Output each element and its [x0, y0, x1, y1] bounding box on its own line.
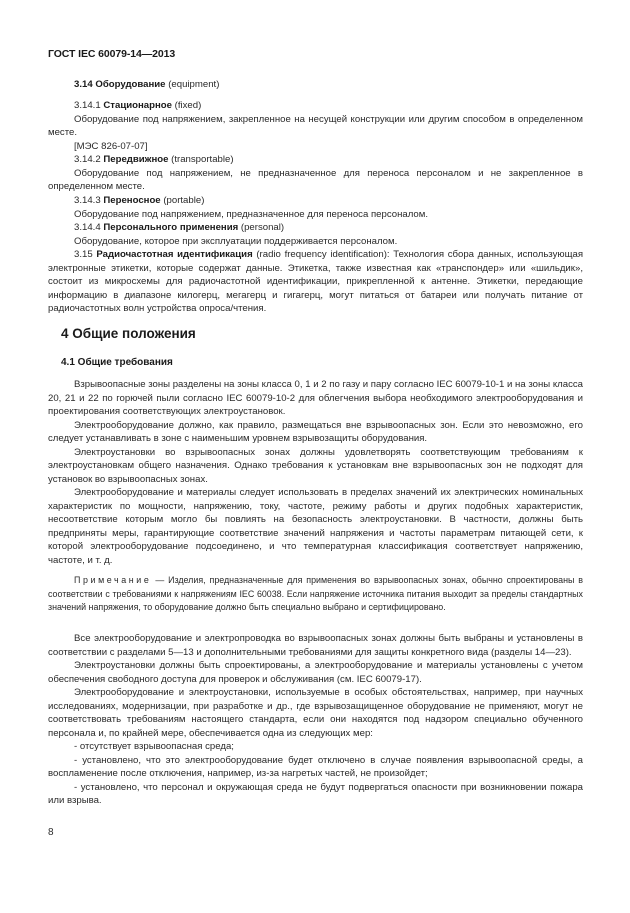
definition-text: Оборудование под напряжением, не предназначенное для переноса персоналом и не закрепленное в определенном месте.	[48, 167, 583, 192]
term-number: 3.14.3	[74, 195, 101, 206]
note-text: — Изделия, предназначенные для применения во взрывоопасных зонах, обычно спроектированы в соответствии с требованиями к напряжениям IEC 60038. Если напряжение источника питания выходит за пределы стандартных значений напряжения, то оборудование должно быть специально выбрано и сертифицировано.	[48, 575, 583, 612]
definition-3-14-4	[48, 221, 583, 248]
term-english: (radio frequency identification):	[256, 249, 390, 260]
definition-3-14-2	[48, 153, 583, 194]
paragraph: Все электрооборудование и электропроводка во взрывоопасных зонах должны быть выбраны и установлены в соответствии с разделами 5—13 и дополнительными требованиями для защиты конкретного вида (разделы 14—23).	[48, 633, 583, 658]
term-name: Оборудование	[95, 79, 166, 90]
paragraph: Электрооборудование должно, как правило, размещаться вне взрывоопасных зон. Если это невозможно, его следует устанавливать в зоне с наименьшим уровнем взрывозащиты оборудования.	[48, 419, 583, 444]
paragraph: Электроустановки во взрывоопасных зонах должны удовлетворять соответствующим требованиям к электроустановкам общего назначения. Однако требования к установкам вне взрывоопасных зон не подходят для установок во взрывоопасных зонах.	[48, 446, 583, 485]
term-english: (portable)	[163, 195, 205, 206]
definition-3-14-1	[48, 99, 583, 153]
term-english: (fixed)	[174, 100, 202, 111]
list-item: - отсутствует взрывоопасная среда;	[74, 741, 234, 752]
term-english: (equipment)	[168, 79, 220, 90]
term-number: 3.14.1	[74, 100, 101, 111]
term-english: (transportable)	[171, 154, 234, 165]
term-name: Переносное	[103, 195, 161, 206]
subsection-title: 4.1 Общие требования	[61, 357, 173, 368]
note	[48, 574, 583, 615]
paragraph: Взрывоопасные зоны разделены на зоны класса 0, 1 и 2 по газу и пару согласно IEC 60079-10-1 и на зоны класса 20, 21 и 22 по горючей пыли согласно IEC 60079-10-2 для облегчения выбора необходимого электрооборудования и проектирования соответствующих электроустановок.	[48, 379, 583, 417]
paragraph: Электроустановки должны быть спроектированы, а электрооборудование и материалы установлены с учетом обеспечения свободного доступа для проверок и обслуживания (см. IEC 60079-17).	[48, 660, 583, 685]
definition-text: Технология сбора данных, использующая электронные этикетки, которые содержат данные. Этикетка, также известная как «транспондер» или «шильдик», состоит из микросхемы для радиочастотной идентификации, прикрепленной к антенне. Этикетки, передающие информацию в диапазоне килогерц, мегагерц и гигагерц, могут питаться от батареи или получать питание от радиочастотных волн устройства опроса/чтения.	[48, 249, 584, 314]
paragraph: Электрооборудование и электроустановки, используемые в особых обстоятельствах, например, при научных исследованиях, модернизации, при разработке и др., где взрывозащищенное оборудование не применяют, могут не соответствовать требованиям настоящего стандарта, если они находятся под надзором специально обученного персонала и, по крайней мере, обеспечивается одна из следующих мер:	[48, 687, 583, 739]
document-header: ГОСТ IEC 60079-14—2013	[48, 48, 176, 60]
term-name: Передвижное	[103, 154, 169, 165]
term-number: 3.14.4	[74, 222, 101, 233]
list-item: - установлено, что это электрооборудование будет отключено в случае появления взрывоопасной среды, а воспламенение после отключения, например, из-за нагретых частей, не произойдет;	[48, 754, 583, 779]
definition-3-14-3	[48, 194, 583, 221]
term-english: (personal)	[240, 222, 285, 233]
term-name: Радиочастотная идентификация	[96, 249, 253, 260]
term-number: 3.15	[74, 249, 93, 260]
section-paragraphs	[48, 378, 583, 567]
definition-3-15	[48, 248, 583, 316]
definition-3-14	[48, 78, 583, 92]
page-number: 8	[48, 827, 54, 838]
definition-reference: [МЭС 826-07-07]	[74, 140, 148, 152]
note-label: Примечание	[74, 575, 152, 585]
term-name: Стационарное	[103, 100, 172, 111]
definition-text: Оборудование под напряжением, предназначенное для переноса персоналом.	[74, 208, 429, 220]
term-number: 3.14	[74, 79, 93, 90]
list-item: - установлено, что персонал и окружающая среда не будут подвергаться опасности при возникновении пожара или взрыва.	[48, 781, 583, 806]
term-number: 3.14.2	[74, 154, 101, 165]
term-name: Персонального применения	[103, 222, 239, 233]
section-paragraphs-2	[48, 632, 583, 808]
definition-text: Оборудование под напряжением, закрепленное на несущей конструкции или другим способом в определенном месте.	[48, 113, 583, 138]
paragraph: Электрооборудование и материалы следует использовать в пределах значений их электрических номинальных характеристик по мощности, напряжению, току, частоте, режиму работы и других подобных характеристик, несоответствие которым могло бы повлиять на безопасность электроустановки. В частности, должны быть предприняты меры, гарантирующие соответствие значений напряжения и частоты параметрам питающей сети, к которой электрооборудование подсоединено, и что температурная классификация соответствует напряжению, частоте, и т. д.	[48, 487, 583, 566]
section-title: 4 Общие положения	[61, 326, 196, 341]
definition-text: Оборудование, которое при эксплуатации поддерживается персоналом.	[74, 235, 398, 247]
